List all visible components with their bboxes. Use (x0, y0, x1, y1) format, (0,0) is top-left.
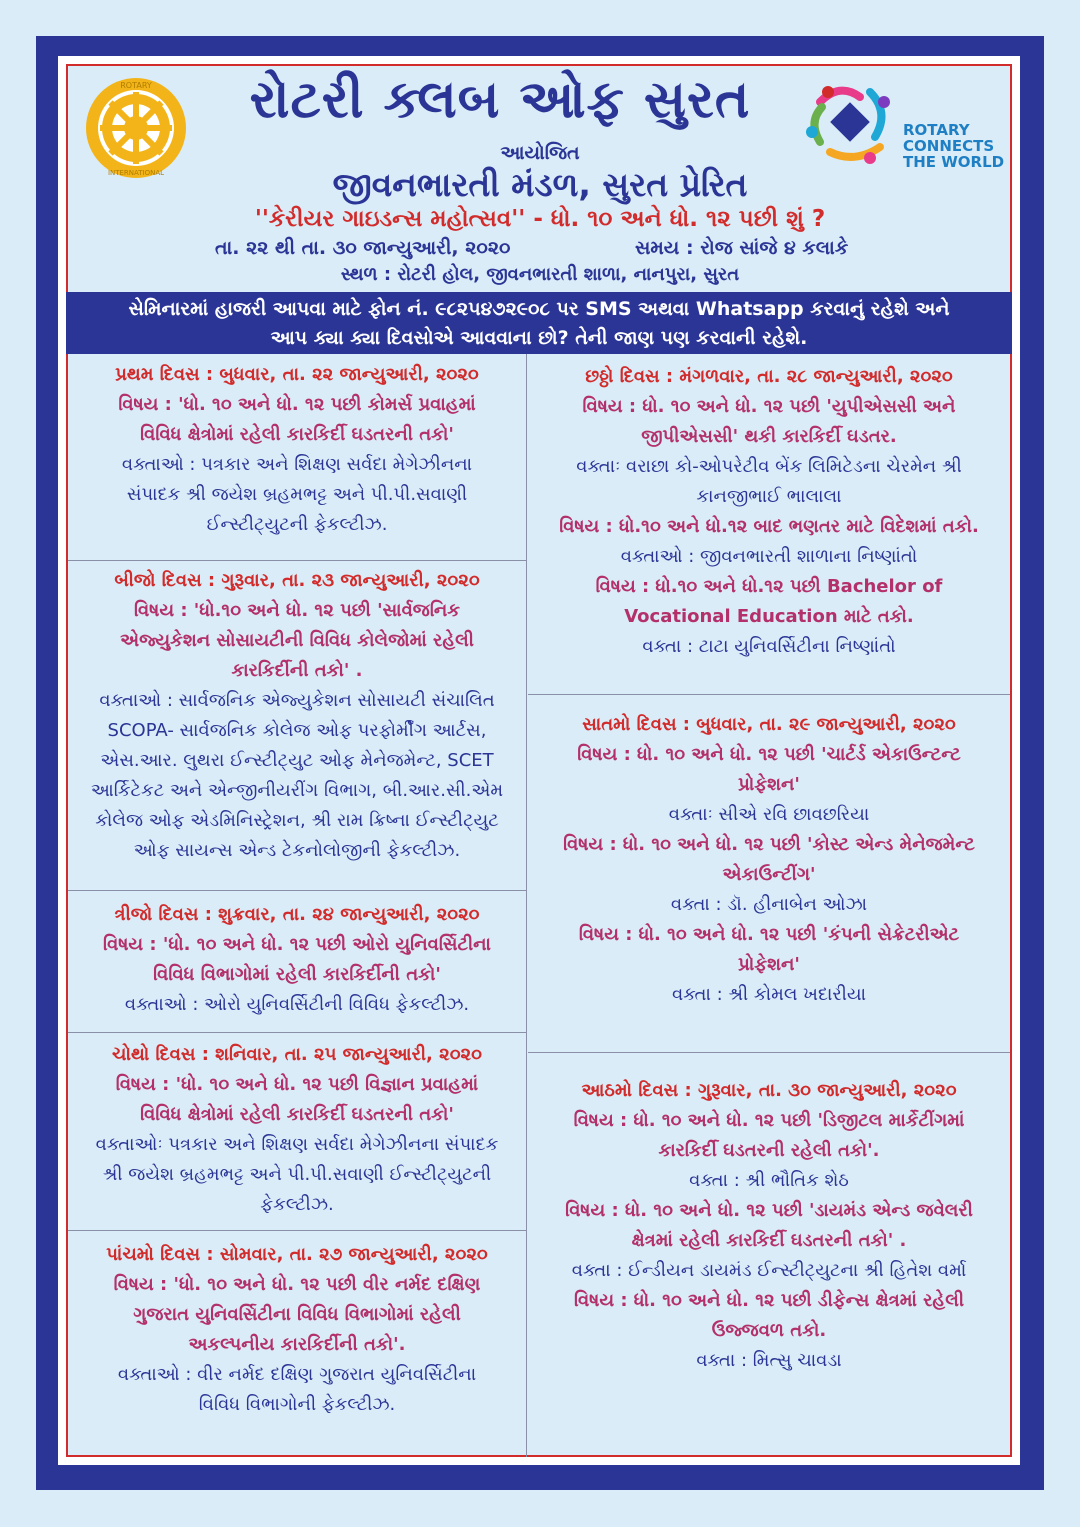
separator (68, 890, 526, 891)
separator (68, 560, 526, 561)
day-6-block (528, 362, 1010, 662)
day-8-block (528, 1076, 1010, 1376)
subject-line: વિવિધ ક્ષેત્રોમાં રહેલી કારકિર્દી ઘડતરની તકો' (140, 424, 454, 445)
subject-line: વિષય : ધો. ૧૦ અને ધો. ૧૨ પછી 'કંપની સેક્રેટરીએટ (578, 924, 960, 945)
subject-line: વિષય : ધો.૧૦ અને ધો.૧૨ પછી Bachelor of (595, 576, 943, 597)
column-divider (526, 354, 527, 1457)
subject-line: કારકિર્દીની તકો' . (231, 660, 363, 681)
speaker-line: વક્તાઓ : પત્રકાર અને શિક્ષણ સર્વદા મેગેઝીનના (121, 454, 473, 475)
subject-line: વિષય : 'ધો. ૧૦ અને ધો. ૧૨ પછી ઓરો યુનિવર્સિટીના (103, 934, 491, 955)
subject-line: વિવિધ વિભાગોમાં રહેલી કારકિર્દીની તકો' (153, 964, 441, 985)
speaker-line: SCOPA- સાર્વજનિક કોલેજ ઓફ પરફોર્મીંગ આર્ટસ, (107, 720, 487, 741)
speaker-line: કોલેજ ઓફ એડમિનિસ્ટ્રેશન, શ્રી રામ ક્રિષ્ના ઈન્સ્ટીટ્યુટ (95, 810, 499, 831)
speaker-line: ઓફ સાયન્સ એન્ડ ટેકનોલોજીની ફેકલ્ટીઝ. (133, 840, 461, 861)
speaker-line: વક્તાઓ : ઓરો યુનિવર્સિટીની વિવિધ ફેકલ્ટીઝ. (124, 994, 470, 1015)
event-time: સમય : રોજ સાંજે ૪ કલાકે (635, 237, 849, 259)
speaker-line: વક્તા : ટાટા યુનિવર્સિટીના નિષ્ણાંતો (642, 636, 896, 657)
organized-by: આયોજિત (500, 142, 580, 164)
subject-line: વિષય : ધો. ૧૦ અને ધો. ૧૨ પછી 'યુપીએસસી અને (582, 396, 956, 417)
subject-line: પ્રોફેશન' (738, 774, 800, 795)
subject-line: વિષય : ધો. ૧૦ અને ધો. ૧૨ પછી 'કોસ્ટ એન્ડ મેનેજમેન્ટ (563, 834, 975, 855)
speaker-line: વક્તાઓ : સાર્વજનિક એજ્યુકેશન સોસાયટી સંચાલિત (99, 690, 495, 711)
rcw-line3: THE WORLD (903, 153, 1005, 171)
day-4-block (68, 1040, 526, 1220)
separator (528, 1052, 1010, 1053)
separator (68, 1230, 526, 1231)
day-heading: છઠ્ઠો દિવસ : મંગળવાર, તા. ૨૮ જાન્યુઆરી, ૨૦૨૦ (585, 366, 953, 387)
speaker-line: વક્તા : ઈન્ડીયન ડાયમંડ ઈન્સ્ટીટ્યુટના શ્રી હિતેશ વર્મા (571, 1260, 967, 1281)
speaker-line: વક્તા : મિત્સુ ચાવડા (696, 1350, 842, 1371)
left-column (68, 360, 526, 1455)
sponsor: જીવનભારતી મંડળ, સુરત પ્રેરિત (332, 165, 748, 204)
subject-line: વિવિધ ક્ષેત્રોમાં રહેલી કારકિર્દી ઘડતરની તકો' (140, 1104, 454, 1125)
speaker-line: વક્તાઓઃ પત્રકાર અને શિક્ષણ સર્વદા મેગેઝીનના સંપાદક (95, 1134, 499, 1155)
subject-line: વિષય : ધો. ૧૦ અને ધો. ૧૨ પછી 'ડિજીટલ માર્કેટીંગમાં (573, 1110, 965, 1131)
speaker-line: શ્રી જયેશ બ્રહમભટ્ટ અને પી.પી.સવાણી ઈન્સ્ટીટ્યુટની (102, 1164, 492, 1185)
speaker-line: વક્તાઓ : જીવનભારતી શાળાના નિષ્ણાંતો (620, 546, 918, 567)
day-2-block (68, 566, 526, 866)
day-7-block (528, 710, 1010, 1010)
banner-line2: આપ ક્યા ક્યા દિવસોએ આવવાના છો? તેની જાણ પણ કરવાની રહેશે. (270, 327, 808, 349)
subject-line: Vocational Education માટે તકો. (624, 606, 914, 627)
subject-line: વિષય : 'ધો. ૧૦ અને ધો. ૧૨ પછી વીર નર્મદ દક્ષિણ (113, 1274, 481, 1295)
subject-line: જીપીએસસી' થકી કારકિર્દી ઘડતર. (641, 426, 897, 447)
day-heading: પાંચમો દિવસ : સોમવાર, તા. ૨૭ જાન્યુઆરી, ૨૦૨૦ (106, 1244, 488, 1265)
speaker-line: વક્તા : શ્રી કોમલ ખદારીયા (671, 984, 867, 1005)
day-heading: ત્રીજો દિવસ : શુક્રવાર, તા. ૨૪ જાન્યુઆરી, ૨૦૨૦ (114, 904, 480, 925)
subject-line: ગુજરાત યુનિવર્સિટીના વિવિધ વિભાગોમાં રહેલી (133, 1304, 461, 1325)
day-heading: આઠમો દિવસ : ગુરૂવાર, તા. ૩૦ જાન્યુઆરી, ૨૦૨૦ (581, 1080, 957, 1101)
speaker-line: આર્કિટેકટ અને એન્જીનીયરીંગ વિભાગ, બી.આર.સી.એમ (90, 780, 504, 801)
banner-line1: સેમિનારમાં હાજરી આપવા માટે ફોન નં. ૯૮૨૫૪૭૨૯૦૮ પર SMS અથવા Whatsapp કરવાનું રહેશે અને (128, 298, 950, 320)
festival-title: ''કેરીયર ગાઇડન્સ મહોત્સવ'' - ધો. ૧૦ અને ધો. ૧૨ પછી શું ? (254, 206, 826, 232)
event-venue: સ્થળ : રોટરી હોલ, જીવનભારતી શાળા, નાનપુરા, સુરત (340, 264, 740, 285)
logo-top-text: ROTARY (120, 81, 152, 90)
speaker-line: ફેકલ્ટીઝ. (260, 1194, 334, 1215)
subject-line: વિષય : ધો. ૧૦ અને ધો. ૧૨ પછી ડીફેન્સ ક્ષેત્રમાં રહેલી (573, 1290, 964, 1311)
day-heading: પ્રથમ દિવસ : બુધવાર, તા. ૨૨ જાન્યુઆરી, ૨૦૨૦ (115, 364, 479, 385)
separator (528, 694, 1010, 695)
speaker-line: એસ.આર. લુથરા ઈન્સ્ટીટ્યુટ ઓફ મેનેજમેન્ટ, SCET (100, 750, 494, 771)
speaker-line: ઈન્સ્ટીટ્યુટની ફેકલ્ટીઝ. (206, 514, 388, 535)
subject-line: વિષય : ધો. ૧૦ અને ધો. ૧૨ પછી 'ડાયમંડ એન્ડ જવેલરી (565, 1200, 973, 1221)
speaker-line: સંપાદક શ્રી જયેશ બ્રહમભટ્ટ અને પી.પી.સવાણી (126, 484, 468, 505)
day-3-block (68, 900, 526, 1020)
day-heading: બીજો દિવસ : ગુરૂવાર, તા. ૨૩ જાન્યુઆરી, ૨૦૨૦ (114, 570, 480, 591)
subject-line: કારકિર્દી ઘડતરની રહેલી તકો'. (658, 1140, 880, 1161)
separator (68, 1032, 526, 1033)
event-dates: તા. ૨૨ થી તા. ૩૦ જાન્યુઆરી, ૨૦૨૦ (215, 237, 511, 259)
rcw-line1: ROTARY (903, 121, 970, 139)
subject-line: વિષય : 'ધો. ૧૦ અને ધો. ૧૨ પછી કોમર્સ પ્રવાહમાં (118, 394, 476, 415)
speaker-line: વક્તાઃ વરાછા કો-ઓપરેટીવ બેંક લિમિટેડના ચેરમેન શ્રી (576, 456, 962, 477)
subject-line: ઉજ્જવળ તકો. (711, 1320, 827, 1341)
day-heading: ચોથો દિવસ : શનિવાર, તા. ૨૫ જાન્યુઆરી, ૨૦૨૦ (112, 1044, 482, 1065)
speaker-line: કાનજીભાઈ ભાલાલા (696, 486, 842, 507)
speaker-line: વક્તા : શ્રી ભૌતિક શેઠ (689, 1170, 849, 1191)
subject-line: અકલ્પનીય કારકિર્દીની તકો'. (188, 1334, 406, 1355)
subject-line: ક્ષેત્રમાં રહેલી કારકિર્દી ઘડતરની તકો' . (631, 1230, 907, 1251)
subject-line: વિષય : ધો. ૧૦ અને ધો. ૧૨ પછી 'ચાર્ટર્ડ એકાઉન્ટન્ટ (577, 744, 961, 765)
registration-banner (66, 292, 1012, 354)
day-5-block (68, 1240, 526, 1420)
logo-bottom-text: INTERNATIONAL (107, 169, 165, 177)
subject-line: એકાઉન્ટીંગ' (722, 864, 816, 885)
subject-line: વિષય : 'ધો.૧૦ અને ધો. ૧૨ પછી 'સાર્વજનિક (133, 600, 461, 621)
rcw-line2: CONNECTS (903, 137, 995, 155)
subject-line: એજ્યુકેશન સોસાયટીની વિવિધ કોલેજોમાં રહેલી (120, 630, 474, 651)
page-title: રોટરી ક્લબ ઓફ સુરત (249, 70, 751, 130)
day-1-block (68, 360, 526, 540)
subject-line: પ્રોફેશન' (738, 954, 800, 975)
day-heading: સાતમો દિવસ : બુધવાર, તા. ૨૯ જાન્યુઆરી, ૨૦૨૦ (582, 714, 956, 735)
speaker-line: વક્તા : ડૉ. હીનાબેન ઓઝા (670, 894, 868, 915)
right-column (528, 362, 1010, 1455)
subject-line: વિષય : ધો.૧૦ અને ધો.૧૨ બાદ ભણતર માટે વિદેશમાં તકો. (559, 516, 979, 537)
subject-line: વિષય : 'ધો. ૧૦ અને ધો. ૧૨ પછી વિજ્ઞાન પ્રવાહમાં (115, 1074, 479, 1095)
speaker-line: વક્તાઓ : વીર નર્મદ દક્ષિણ ગુજરાત યુનિવર્સિટીના (117, 1364, 477, 1385)
speaker-line: વિવિધ વિભાગોની ફેકલ્ટીઝ. (198, 1394, 396, 1415)
speaker-line: વક્તાઃ સીએ રવિ છાવછરિયા (668, 804, 870, 825)
